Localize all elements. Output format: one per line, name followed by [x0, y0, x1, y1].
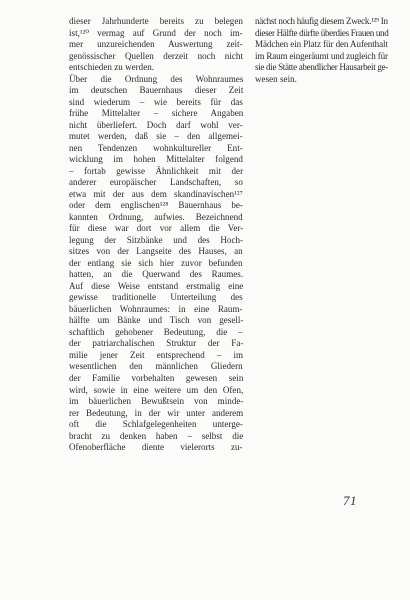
text-line: Über die Ordnung des Wohnraumes — [69, 73, 244, 84]
text-line: bracht zu denken haben – selbst die — [69, 430, 244, 441]
text-line: Mädchen ein Platz für den Aufenthalt — [255, 39, 388, 50]
text-line: oft die Schlafgelegenheiten unterge- — [69, 419, 243, 430]
text-line: entschieden zu werden. — [69, 62, 155, 73]
text-line: legung der Sitzbänke und des Hoch- — [69, 234, 244, 245]
text-line: Ofenoberfläche diente vielerorts zu- — [69, 442, 243, 453]
text-line: oder dem englischen¹²⁸ Bauernhaus be- — [69, 200, 243, 211]
text-line: bäuerlichen Wohnraumes: in eine Raum- — [69, 303, 243, 314]
text-line: sie die Stätte abendlicher Hausarbeit ge- — [255, 62, 388, 73]
text-line: dieser Jahrhunderte bereits zu belegen — [69, 16, 243, 26]
text-line: sind wiederum – wie bereits für das — [69, 96, 243, 107]
left-text-column — [69, 16, 243, 454]
text-line: hälfte um Bänke und Tisch von gesell- — [69, 315, 244, 326]
text-line: milie jener Zeit entsprechend – im — [69, 349, 244, 360]
text-line: für diese war dort vor allem die Ver- — [69, 223, 244, 234]
text-line: gewisse traditionelle Unterteilung des — [69, 292, 243, 303]
text-line: etwa mit der aus dem skandinavischen¹²⁷ — [69, 188, 243, 199]
text-line: im bäuerlichen Bewußtsein von minde- — [69, 396, 244, 407]
right-text-column — [255, 16, 389, 85]
text-line: mer unzureichenden Auswertung zeit- — [69, 39, 243, 50]
text-line: der entlang sie sich hier zuvor befunden — [69, 257, 243, 268]
text-line: wesentlichen den männlichen Gliedern — [69, 361, 243, 372]
text-line: ist,¹²⁰ vermag auf Grund der noch im- — [69, 27, 243, 38]
text-line: mutet werden, daß sie – den allgemei- — [69, 131, 243, 142]
text-line: nächst noch häufig diesem Zweck.¹²⁹ In — [255, 16, 388, 26]
text-line: anderer europäischer Landschaften, so — [69, 177, 243, 188]
text-line: Auf diese Weise entstand erstmalig eine — [69, 280, 244, 291]
text-line: hatten, an die Querwand des Raumes. — [69, 269, 244, 280]
text-line: der patriarchalischen Struktur der Fa- — [69, 338, 244, 349]
text-line: im deutschen Bauernhaus dieser Zeit — [69, 85, 244, 96]
text-line: – fortab gewisse Ähnlichkeit mit der — [69, 165, 244, 176]
text-line: wesen sein. — [255, 73, 297, 84]
text-line: der Familie vorbehalten gewesen sein — [69, 372, 244, 383]
text-line: nicht überliefert. Doch darf wohl ver- — [69, 119, 243, 130]
text-line: frühe Mittelalter – sichere Angaben — [69, 108, 244, 119]
text-line: nen Tendenzen wohnkultureller Ent- — [69, 142, 243, 153]
text-line: im Raum eingeräumt und zugleich für — [255, 50, 388, 61]
page-number: 71 — [343, 493, 357, 508]
text-line: schaftlich gehobener Bedeutung, die – — [69, 326, 243, 337]
text-line: sitzes von der Langseite des Hauses, an — [69, 246, 243, 257]
text-line: genössischer Quellen derzeit noch nicht — [69, 50, 243, 61]
text-line: kannten Ordnung, aufwies. Bezeichnend — [69, 211, 243, 222]
text-line: rer Bedeutung, in der wir unter anderem — [69, 407, 244, 418]
text-line: dieser Hälfte dürfte überdies Frauen und — [255, 27, 389, 38]
text-line: wird, sowie in eine weitere um den Ofen, — [69, 384, 244, 395]
text-line: wicklung im hohen Mittelalter folgend — [69, 154, 243, 165]
